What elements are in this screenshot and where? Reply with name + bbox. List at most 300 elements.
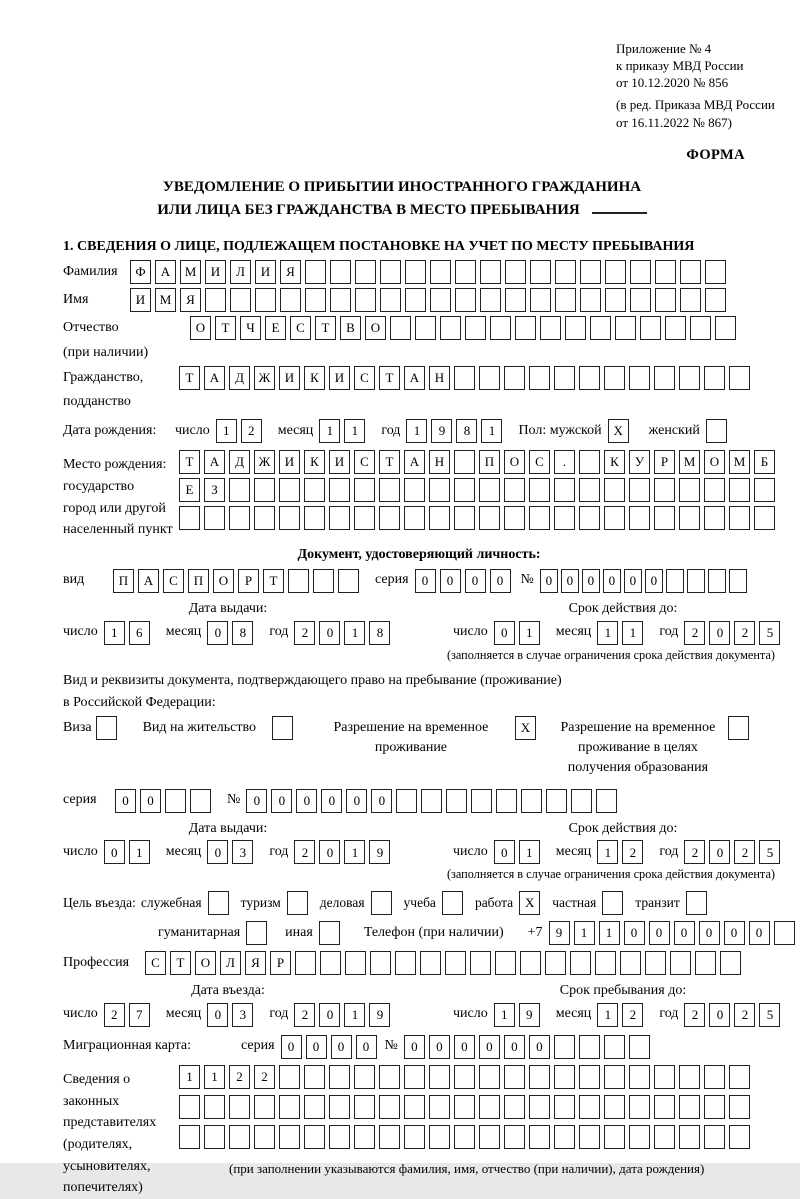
form-cell [454, 1125, 475, 1149]
temp-residence-edu-checkbox [728, 716, 753, 740]
form-cell: 0 [319, 1003, 340, 1027]
form-cell: А [204, 366, 225, 390]
doc-series-cells [415, 569, 515, 593]
temp-residence-label: Разрешение на временное проживание [333, 719, 489, 755]
row-purpose-1 [63, 891, 775, 915]
residence-permit-checkbox [272, 716, 297, 740]
form-cell: 0 [306, 1035, 327, 1059]
form-cell [446, 789, 467, 813]
row-birthdate [63, 419, 775, 443]
form-cell: 0 [624, 569, 642, 593]
form-cell: 0 [371, 789, 392, 813]
form-cell [679, 366, 700, 390]
sex-female-checkbox [706, 419, 731, 443]
form-cell: 8 [369, 621, 390, 645]
form-cell: 0 [709, 621, 730, 645]
form-cell [279, 1125, 300, 1149]
form-cell [454, 478, 475, 502]
purpose-study-checkbox [442, 891, 467, 915]
form-cell [554, 1095, 575, 1119]
form-cell [429, 478, 450, 502]
entry-year-cells [294, 1003, 394, 1027]
form-cell [530, 260, 551, 284]
form-cell: О [195, 951, 216, 975]
option-residence-permit [143, 716, 297, 740]
form-cell [670, 951, 691, 975]
form-cell: 2 [254, 1065, 275, 1089]
month-label: месяц [277, 422, 314, 438]
birthplace-row2 [179, 478, 779, 502]
stay-day-cells [494, 1003, 544, 1027]
form-cell [596, 789, 617, 813]
migration-series-label: серия [241, 1038, 275, 1054]
row-migration-card [63, 1035, 775, 1059]
form-cell [679, 1125, 700, 1149]
section1-heading: 1. СВЕДЕНИЯ О ЛИЦЕ, ПОДЛЕЖАЩЕМ ПОСТАНОВКЕ НА УЧЕТ ПО МЕСТУ ПРЕБЫВАНИЯ [63, 239, 695, 255]
form-cell: 0 [649, 921, 670, 945]
res-issue-year-cells [294, 840, 394, 864]
form-cell: 0 [246, 789, 267, 813]
form-cell [379, 1065, 400, 1089]
form-cell: С [163, 569, 184, 593]
form-cell [454, 450, 475, 474]
form-cell: О [365, 316, 386, 340]
form-cell [554, 1035, 575, 1059]
form-cell [229, 1125, 250, 1149]
form-cell [655, 260, 676, 284]
form-cell: 0 [281, 1035, 302, 1059]
form-cell [354, 478, 375, 502]
month-label: месяц [555, 843, 592, 859]
form-cell [279, 1095, 300, 1119]
form-cell: 9 [519, 1003, 540, 1027]
form-cell [580, 260, 601, 284]
residence-series-label: серия [63, 792, 97, 808]
option-temp-residence-edu [554, 716, 753, 779]
form-cell [655, 288, 676, 312]
form-cell: 1 [179, 1065, 200, 1089]
form-cell [654, 1095, 675, 1119]
form-cell [680, 288, 701, 312]
purpose-work-checkbox [519, 891, 544, 915]
form-cell [345, 951, 366, 975]
residence-number-label: № [227, 792, 241, 808]
sex-female-label: женский [648, 422, 700, 438]
form-cell [454, 366, 475, 390]
form-cell: 5 [759, 840, 780, 864]
form-cell [554, 506, 575, 530]
purpose-tourism: туризм [241, 891, 312, 915]
issue-day-cells [104, 621, 154, 645]
form-cell: 0 [296, 789, 317, 813]
form-cell: Л [220, 951, 241, 975]
issue-date-heading2: Дата выдачи: [188, 820, 268, 836]
sex-label: Пол: мужской [518, 422, 602, 438]
form-cell: И [205, 260, 226, 284]
form-cell [465, 316, 486, 340]
form-cell: 0 [603, 569, 621, 593]
form-cell [504, 366, 525, 390]
form-cell: 3 [232, 840, 253, 864]
form-cell [96, 716, 117, 740]
form-cell: 0 [321, 789, 342, 813]
res-issue-day-cells [104, 840, 154, 864]
valid-until-block2 [453, 821, 793, 865]
form-cell: К [604, 450, 625, 474]
row-citizenship [63, 366, 775, 412]
form-cell [254, 1095, 275, 1119]
res-valid-year-cells [684, 840, 784, 864]
form-cell: 1 [204, 1065, 225, 1089]
form-cell: 2 [734, 621, 755, 645]
form-cell: 2 [294, 840, 315, 864]
form-cell [715, 316, 736, 340]
form-cell: 0 [529, 1035, 550, 1059]
form-cell: 0 [582, 569, 600, 593]
form-cell: Д [229, 450, 250, 474]
form-cell [604, 478, 625, 502]
form-cell [504, 1095, 525, 1119]
form-cell [504, 506, 525, 530]
form-cell [687, 569, 705, 593]
form-cell [754, 506, 775, 530]
form-title-line2: ИЛИ ЛИЦА БЕЗ ГРАЖДАНСТВА В МЕСТО ПРЕБЫВАНИЯ [46, 199, 758, 222]
form-cell: 2 [684, 840, 705, 864]
form-cell [305, 260, 326, 284]
birth-day-cells [216, 419, 266, 443]
form-cell [379, 478, 400, 502]
issue-date-block2 [63, 821, 453, 865]
temp-residence-edu-label: Разрешение на временное проживание в целях получения образования [560, 719, 716, 776]
form-cell [728, 716, 749, 740]
form-cell: А [138, 569, 159, 593]
form-cell: 6 [129, 621, 150, 645]
form-cell [679, 478, 700, 502]
form-cell [396, 789, 417, 813]
form-cell [774, 921, 795, 945]
option-temp-residence [315, 716, 540, 759]
form-cell: 1 [104, 621, 125, 645]
form-cell: Н [429, 366, 450, 390]
phone-label: Телефон (при наличии) [363, 924, 504, 940]
form-cell [629, 366, 650, 390]
form-cell [529, 1125, 550, 1149]
form-cell [704, 1065, 725, 1089]
form-cell [545, 951, 566, 975]
day-label: число [453, 1006, 488, 1022]
form-cell [354, 1095, 375, 1119]
form-cell: С [529, 450, 550, 474]
valid-year-cells [684, 621, 784, 645]
form-cell: 2 [622, 840, 643, 864]
form-cell [390, 316, 411, 340]
form-cell [529, 506, 550, 530]
form-cell [313, 569, 334, 593]
form-cell [304, 506, 325, 530]
form-cell: 0 [319, 621, 340, 645]
residence-number-cells [246, 789, 621, 813]
representatives-row1 [179, 1065, 754, 1089]
form-cell [504, 1125, 525, 1149]
form-cell: 1 [344, 840, 365, 864]
form-cell: 2 [622, 1003, 643, 1027]
visa-label: Виза [63, 719, 92, 735]
form-cell: А [404, 366, 425, 390]
form-cell [429, 1125, 450, 1149]
year-label: год [659, 843, 679, 859]
form-cell [554, 1065, 575, 1089]
form-cell [504, 478, 525, 502]
form-cell [430, 260, 451, 284]
form-cell: Е [265, 316, 286, 340]
form-cell [729, 1095, 750, 1119]
purpose-humanitarian: гуманитарная [158, 921, 271, 945]
form-cell [404, 1065, 425, 1089]
purpose-business-checkbox [208, 891, 233, 915]
purpose-private: частная [552, 891, 627, 915]
form-cell [729, 1065, 750, 1089]
temp-residence-checkbox [515, 716, 540, 740]
form-cell: З [204, 478, 225, 502]
month-label: месяц [165, 843, 202, 859]
form-cell [379, 1095, 400, 1119]
form-cell [304, 1125, 325, 1149]
form-cell [380, 260, 401, 284]
form-cell [530, 288, 551, 312]
form-cell: 0 [356, 1035, 377, 1059]
form-cell: 0 [319, 840, 340, 864]
form-cell [380, 288, 401, 312]
form-cell [604, 506, 625, 530]
form-cell [604, 1095, 625, 1119]
phone-cells [549, 921, 799, 945]
form-cell: Н [429, 450, 450, 474]
form-cell [729, 478, 750, 502]
form-cell: И [279, 450, 300, 474]
form-cell: 1 [216, 419, 237, 443]
patronymic-cells [190, 316, 740, 340]
year-label: год [269, 843, 289, 859]
form-cell [179, 506, 200, 530]
form-cell: 0 [699, 921, 720, 945]
form-cell: И [130, 288, 151, 312]
form-cell [555, 260, 576, 284]
residence-intro [63, 670, 775, 713]
form-cell [602, 891, 623, 915]
form-cell [479, 478, 500, 502]
form-cell [355, 260, 376, 284]
form-cell: Р [270, 951, 291, 975]
purpose-private-checkbox [602, 891, 627, 915]
form-cell [654, 478, 675, 502]
form-cell [429, 506, 450, 530]
form-cell [405, 288, 426, 312]
form-cell: 0 [709, 840, 730, 864]
form-cell: О [190, 316, 211, 340]
valid-until-heading2: Срок действия до: [568, 820, 678, 836]
form-cell [404, 1125, 425, 1149]
form-cell [520, 951, 541, 975]
form-cell [554, 478, 575, 502]
form-cell: 0 [415, 569, 436, 593]
residence-series-cells [115, 789, 215, 813]
doc-kind-cells [113, 569, 363, 593]
phone-prefix: +7 [527, 924, 543, 940]
birthplace-rows [179, 450, 779, 530]
form-cell [554, 1125, 575, 1149]
form-title-line1: УВЕДОМЛЕНИЕ О ПРИБЫТИИ ИНОСТРАННОГО ГРАЖДАНИНА [162, 179, 642, 196]
month-label: месяц [165, 1006, 202, 1022]
purpose-other-checkbox [319, 921, 344, 945]
form-cell: 0 [440, 569, 461, 593]
form-cell: 1 [344, 621, 365, 645]
form-cell [604, 1035, 625, 1059]
form-cell: И [279, 366, 300, 390]
form-cell [654, 506, 675, 530]
form-cell: П [188, 569, 209, 593]
row-purpose-2 [63, 921, 775, 945]
form-cell [329, 478, 350, 502]
form-cell [229, 1095, 250, 1119]
form-cell: М [729, 450, 750, 474]
form-cell [208, 891, 229, 915]
form-cell [546, 789, 567, 813]
doc-kind-label: вид [63, 572, 85, 588]
birthdate-label: Дата рождения: [63, 422, 157, 438]
form-cell [630, 288, 651, 312]
form-cell [479, 366, 500, 390]
form-cell: 1 [597, 621, 618, 645]
form-cell [554, 366, 575, 390]
issue-date-group2 [63, 840, 453, 864]
form-cell: . [554, 450, 575, 474]
forma-label: ФОРМА [686, 146, 745, 163]
form-cell: О [504, 450, 525, 474]
form-cell [479, 506, 500, 530]
form-cell: 2 [241, 419, 262, 443]
res-valid-day-cells [494, 840, 544, 864]
form-cell: 2 [294, 621, 315, 645]
form-cell: С [354, 450, 375, 474]
form-cell [429, 1095, 450, 1119]
revision-line: от 16.11.2022 № 867) [616, 114, 733, 130]
entry-day-cells [104, 1003, 154, 1027]
stay-year-cells [684, 1003, 784, 1027]
form-cell [704, 1095, 725, 1119]
form-cell: К [304, 366, 325, 390]
form-cell [515, 316, 536, 340]
form-cell [604, 366, 625, 390]
form-cell: 3 [232, 1003, 253, 1027]
form-cell [229, 478, 250, 502]
purpose-transit-checkbox [686, 891, 711, 915]
form-cell [204, 1095, 225, 1119]
form-cell [705, 288, 726, 312]
form-cell [529, 366, 550, 390]
form-cell: 2 [294, 1003, 315, 1027]
form-cell [590, 316, 611, 340]
form-cell [686, 891, 707, 915]
doc-number-cells [540, 569, 750, 593]
form-cell: Р [238, 569, 259, 593]
form-cell: 0 [494, 621, 515, 645]
firstname-cells [130, 288, 730, 312]
form-cell: Ж [254, 450, 275, 474]
form-cell: 0 [140, 789, 161, 813]
issue-year-cells [294, 621, 394, 645]
day-label: число [175, 422, 210, 438]
migration-number-cells [404, 1035, 654, 1059]
form-cell [415, 316, 436, 340]
form-cell [570, 951, 591, 975]
form-cell [370, 951, 391, 975]
issue-date-heading: Дата выдачи: [188, 600, 268, 616]
form-cell [615, 316, 636, 340]
form-cell: X [519, 891, 540, 915]
issue-date-block [63, 601, 453, 645]
birthplace-row3 [179, 506, 779, 530]
appendix-line: от 10.12.2020 № 856 [616, 75, 729, 91]
form-cell: 2 [104, 1003, 125, 1027]
form-cell [455, 260, 476, 284]
form-cell: 0 [346, 789, 367, 813]
form-cell: М [679, 450, 700, 474]
option-visa [63, 716, 121, 740]
form-cell [229, 506, 250, 530]
form-cell: Б [754, 450, 775, 474]
form-cell: 9 [369, 1003, 390, 1027]
form-cell: 0 [207, 1003, 228, 1027]
form-cell [705, 260, 726, 284]
profession-label: Профессия [63, 955, 130, 971]
month-label: месяц [555, 624, 592, 640]
form-cell: 1 [406, 419, 427, 443]
form-cell [629, 1125, 650, 1149]
form-cell: Т [179, 366, 200, 390]
form-cell: Т [263, 569, 284, 593]
form-cell [440, 316, 461, 340]
form-cell [421, 789, 442, 813]
form-cell: 0 [115, 789, 136, 813]
row-residence-series [63, 789, 775, 813]
form-cell: 5 [759, 621, 780, 645]
form-cell: 0 [504, 1035, 525, 1059]
form-cell [629, 478, 650, 502]
form-cell: 0 [674, 921, 695, 945]
form-cell [288, 569, 309, 593]
month-label: месяц [165, 624, 202, 640]
form-cell [254, 506, 275, 530]
form-cell: 0 [104, 840, 125, 864]
appendix-block [616, 40, 775, 131]
form-cell [505, 288, 526, 312]
form-cell [505, 260, 526, 284]
form-cell [480, 288, 501, 312]
purpose-tourism-checkbox [287, 891, 312, 915]
form-cell [287, 891, 308, 915]
form-cell: М [180, 260, 201, 284]
valid-until-heading: Срок действия до: [568, 600, 678, 616]
form-cell: 2 [684, 1003, 705, 1027]
form-cell [455, 288, 476, 312]
row-patronymic [63, 316, 775, 362]
form-cell [630, 260, 651, 284]
form-cell: 1 [622, 621, 643, 645]
form-cell [329, 1095, 350, 1119]
form-cell: А [204, 450, 225, 474]
year-label: год [659, 1006, 679, 1022]
form-cell [640, 316, 661, 340]
